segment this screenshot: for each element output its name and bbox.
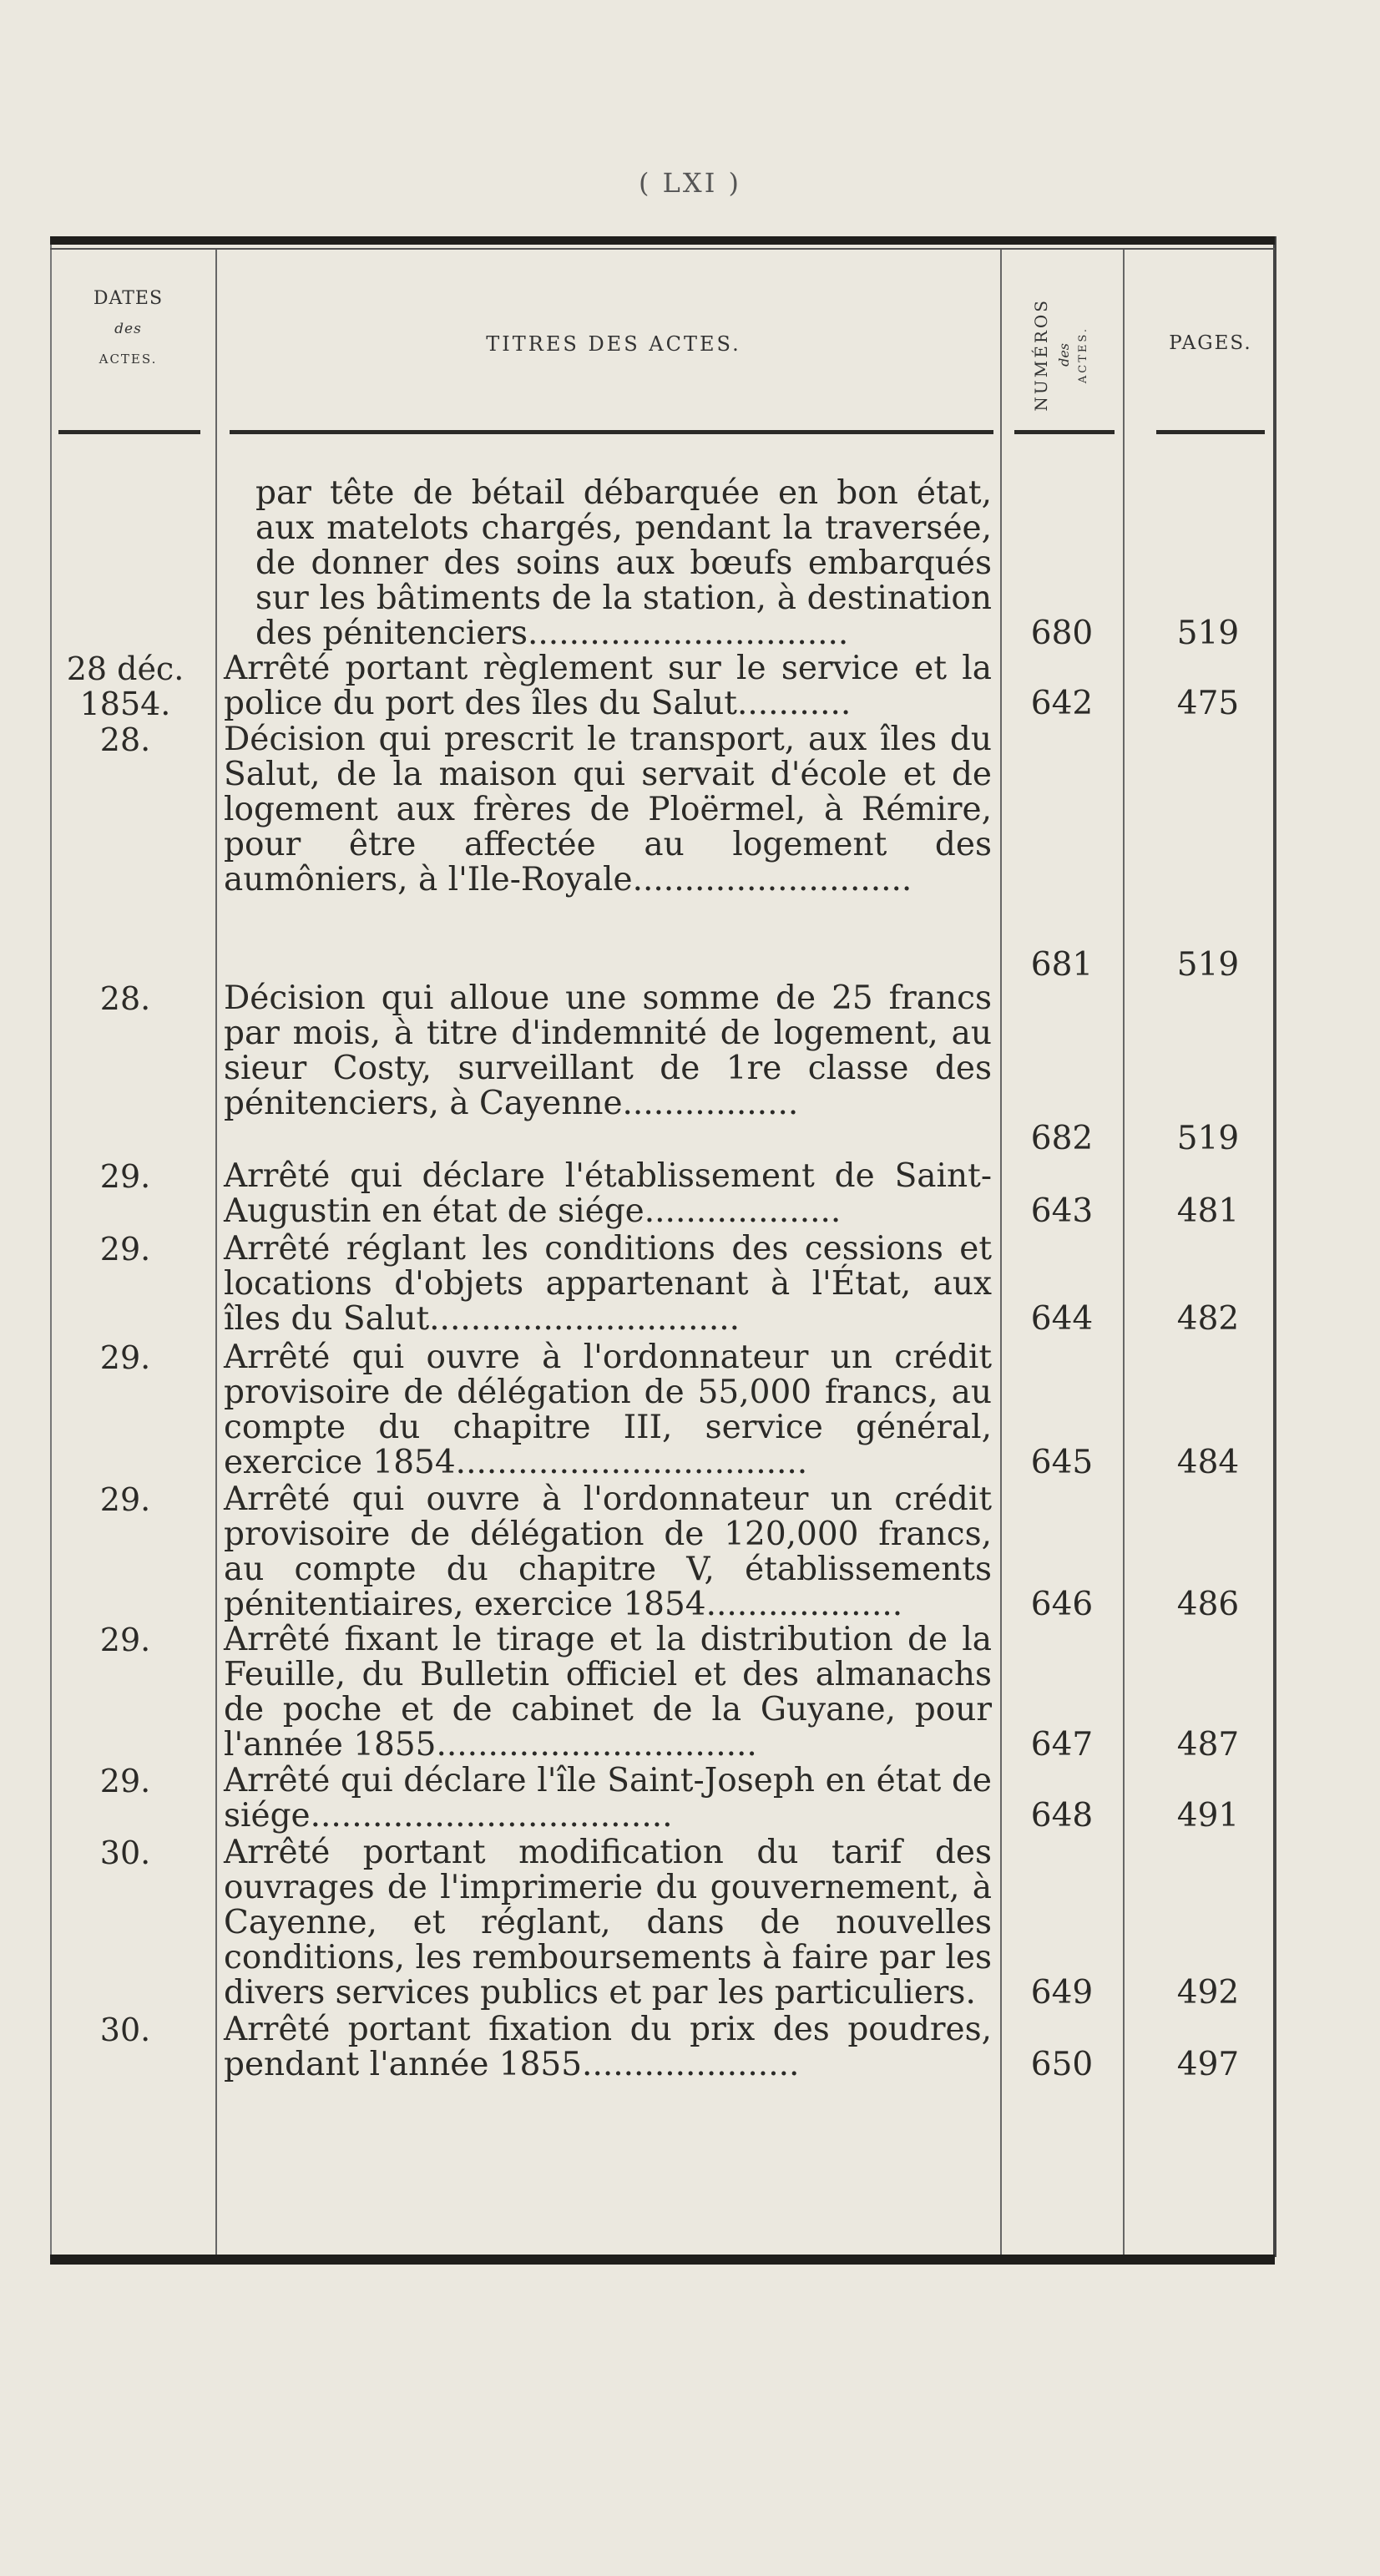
act-page: 482: [1176, 1300, 1240, 1338]
act-number: 643: [1030, 1192, 1094, 1230]
top-rule: [50, 236, 1275, 245]
act-page: 486: [1176, 1586, 1240, 1623]
act-page: 484: [1176, 1444, 1240, 1481]
column-header-titles: TITRES DES ACTES.: [486, 332, 741, 356]
act-number: 680: [1030, 615, 1094, 652]
act-number: 682: [1030, 1120, 1094, 1157]
act-date: 29.: [99, 1763, 151, 1799]
act-title: Arrêté qui déclare l'établissement de Saint-Augustin en état de siége...................: [224, 1157, 992, 1230]
numeros-header-line2: des: [1056, 343, 1072, 367]
act-number: 649: [1030, 1974, 1094, 2012]
act-number: 647: [1030, 1726, 1094, 1764]
act-page: 481: [1176, 1192, 1240, 1230]
dates-header-line3: ACTES.: [99, 352, 158, 367]
act-page: 491: [1176, 1797, 1240, 1835]
act-title: Arrêté réglant les conditions des cessions et locations d'objets appartenant à l'État, aux îles du Salut..............................: [224, 1230, 992, 1338]
act-page: 492: [1176, 1974, 1240, 2012]
column-divider: [1000, 250, 1002, 2255]
dates-header-line2: des: [114, 321, 142, 337]
act-number: 646: [1030, 1586, 1094, 1623]
act-title: Arrêté qui déclare l'île Saint-Joseph en état de siége...................................: [224, 1762, 992, 1835]
act-number: 642: [1030, 685, 1094, 722]
act-page: 497: [1176, 2046, 1240, 2083]
top-rule-thin: [50, 248, 1275, 250]
act-date: 29.: [99, 1339, 151, 1376]
header-rule: [1156, 430, 1265, 434]
act-date: 30.: [99, 1835, 151, 1871]
act-date: 30.: [99, 2012, 151, 2048]
act-number: 681: [1030, 946, 1094, 984]
act-date: 29.: [99, 1158, 151, 1195]
numeros-header-line1: NUMÉROS: [1031, 298, 1051, 412]
act-page: 475: [1176, 685, 1240, 722]
act-number: 645: [1030, 1444, 1094, 1481]
bottom-rule: [50, 2255, 1275, 2265]
act-page: 519: [1176, 615, 1240, 652]
act-number: 644: [1030, 1300, 1094, 1338]
act-number: 650: [1030, 2046, 1094, 2083]
act-date: [58, 651, 192, 721]
act-date: 29.: [99, 1481, 151, 1518]
act-date-day: 28 déc.: [66, 650, 185, 687]
act-number: 648: [1030, 1797, 1094, 1835]
numeros-header-line3: ACTES.: [1077, 326, 1089, 384]
act-title: Arrêté qui ouvre à l'ordonnateur un crédit provisoire de délégation de 55,000 francs, au compte du chapitre III, service général, exercice 1854..................................: [224, 1339, 992, 1481]
act-date: 29.: [99, 1622, 151, 1658]
act-title: Arrêté portant règlement sur le service et la police du port des îles du Salut...........: [224, 650, 992, 722]
act-page: 487: [1176, 1726, 1240, 1764]
header-rule: [230, 430, 993, 434]
column-divider: [215, 250, 217, 2255]
dates-header-line1: DATES: [93, 288, 164, 309]
act-date-year: 1854.: [79, 686, 171, 722]
act-date: 29.: [99, 1231, 151, 1268]
column-header-numeros: [1006, 263, 1115, 447]
act-page: 519: [1176, 1120, 1240, 1157]
act-title: Arrêté portant fixation du prix des poudres, pendant l'année 1855.....................: [224, 2011, 992, 2083]
column-divider: [1123, 250, 1125, 2255]
act-title: Décision qui alloue une somme de 25 francs par mois, à titre d'indemnité de logement, au sieur Costy, surveillant de 1re classe des pénitenciers, à Cayenne.................: [224, 979, 992, 1122]
act-title: Décision qui prescrit le transport, aux îles du Salut, de la maison qui servait d'école et de logement aux frères de Ploërmel, à Rémire, pour être affectée au logement des aumôniers, à l'Ile-Royale...........................: [224, 721, 992, 898]
act-title: Arrêté fixant le tirage et la distribution de la Feuille, du Bulletin officiel et des almanachs de poche et de cabinet de la Guyane, pour l'année 1855...............................: [224, 1621, 992, 1764]
column-header-dates: [52, 284, 205, 374]
act-title: Arrêté qui ouvre à l'ordonnateur un crédit provisoire de délégation de 120,000 francs, au compte du chapitre V, établissements pénitentiaires, exercice 1854...................: [224, 1480, 992, 1623]
header-rule: [1014, 430, 1115, 434]
act-title: par tête de bétail débarquée en bon état, aux matelots chargés, pendant la traversée, de donner des soins aux bœufs embarqués sur les bâtiments de la station, à destination des pénitenciers...............................: [255, 474, 992, 652]
page-header: ( LXI ): [639, 167, 741, 199]
header-rule: [58, 430, 200, 434]
column-header-pages: PAGES.: [1169, 332, 1252, 354]
act-title: Arrêté portant modification du tarif des ouvrages de l'imprimerie du gouvernement, à Cayenne, et réglant, dans de nouvelles conditions, les remboursements à faire par les divers services publics et par les particuliers.: [224, 1834, 992, 2012]
act-date: 28.: [99, 721, 151, 758]
act-page: 519: [1176, 946, 1240, 984]
act-date: 28.: [99, 980, 151, 1017]
